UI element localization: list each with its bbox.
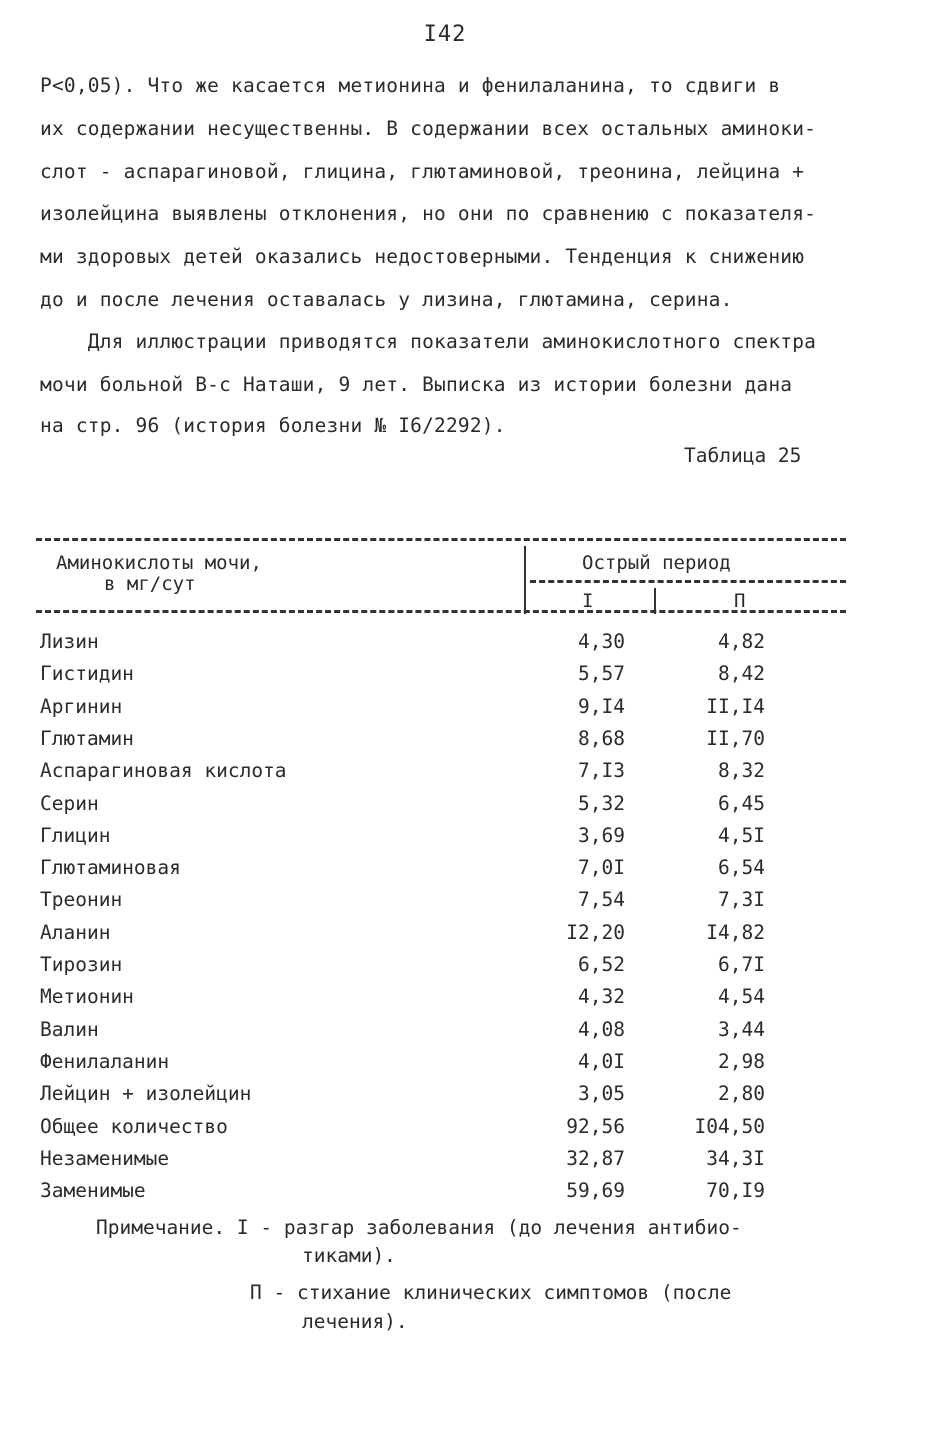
value-period-1: I2,20 <box>566 921 625 944</box>
table-row <box>40 824 780 854</box>
amino-acid-name: Глицин <box>40 824 111 847</box>
amino-acid-name: Серин <box>40 792 99 815</box>
value-period-2: 4,82 <box>718 630 765 653</box>
table-row <box>40 1018 780 1048</box>
header-bottom-rule <box>36 610 846 613</box>
header-acute-period: Острый период <box>582 552 731 574</box>
value-period-2: 4,54 <box>718 985 765 1008</box>
value-period-2: 3,44 <box>718 1018 765 1041</box>
table-row <box>40 759 780 789</box>
note-line: П - стихание клинических симптомов (после <box>250 1281 732 1304</box>
value-period-1: 3,69 <box>578 824 625 847</box>
amino-acid-name: Лейцин + изолейцин <box>40 1082 252 1105</box>
note-line: Примечание. I - разгар заболевания (до лечения антибио- <box>96 1216 742 1239</box>
text-line: изолейцина выявлены отклонения, но они по сравнению с показателя- <box>40 202 817 225</box>
table-row <box>40 695 780 725</box>
value-period-2: I04,50 <box>694 1115 765 1138</box>
value-period-2: II,70 <box>706 727 765 750</box>
amino-acid-name: Фенилаланин <box>40 1050 170 1073</box>
table-row <box>40 921 780 951</box>
amino-acid-name: Лизин <box>40 630 99 653</box>
text-line: их содержании несущественны. В содержании всех остальных аминоки- <box>40 117 817 140</box>
text-line: слот - аспарагиновой, глицина, глютаминовой, треонина, лейцина + <box>40 160 805 183</box>
header-sub-rule <box>530 580 846 583</box>
text-line: Для иллюстрации приводятся показатели аминокислотного спектра <box>40 330 817 353</box>
value-period-1: 92,56 <box>566 1115 625 1138</box>
table-row <box>40 1082 780 1112</box>
value-period-2: 6,54 <box>718 856 765 879</box>
value-period-1: 9,I4 <box>578 695 625 718</box>
value-period-1: 59,69 <box>566 1179 625 1202</box>
value-period-2: II,I4 <box>706 695 765 718</box>
amino-acid-name: Общее количество <box>40 1115 228 1138</box>
value-period-2: 7,3I <box>718 888 765 911</box>
table-row <box>40 985 780 1015</box>
table-row <box>40 1115 780 1145</box>
text-line: мочи больной В-с Наташи, 9 лет. Выписка из истории болезни дана <box>40 373 793 396</box>
amino-acid-name: Тирозин <box>40 953 123 976</box>
header-col-2: П <box>734 590 746 612</box>
page-number: I42 <box>423 22 467 47</box>
amino-acid-name: Глютамин <box>40 727 134 750</box>
table-row <box>40 662 780 692</box>
value-period-2: 6,7I <box>718 953 765 976</box>
value-period-1: 8,68 <box>578 727 625 750</box>
header-amino-acids: Аминокислоты мочи, <box>56 552 262 574</box>
value-period-2: 2,80 <box>718 1082 765 1105</box>
value-period-1: 7,0I <box>578 856 625 879</box>
value-period-2: 2,98 <box>718 1050 765 1073</box>
value-period-1: 4,08 <box>578 1018 625 1041</box>
value-period-2: 4,5I <box>718 824 765 847</box>
amino-acid-name: Метионин <box>40 985 134 1008</box>
table-row <box>40 727 780 757</box>
amino-acid-name: Заменимые <box>40 1179 146 1202</box>
value-period-1: 4,30 <box>578 630 625 653</box>
value-period-1: 4,0I <box>578 1050 625 1073</box>
note-line: лечения). <box>302 1310 408 1333</box>
table-row <box>40 792 780 822</box>
value-period-1: 4,32 <box>578 985 625 1008</box>
table-row <box>40 953 780 983</box>
header-col-1: I <box>582 590 594 612</box>
amino-acid-name: Гистидин <box>40 662 134 685</box>
amino-acid-name: Незаменимые <box>40 1147 170 1170</box>
value-period-2: I4,82 <box>706 921 765 944</box>
amino-acid-name: Аргинин <box>40 695 123 718</box>
value-period-2: 8,32 <box>718 759 765 782</box>
value-period-2: 34,3I <box>706 1147 765 1170</box>
amino-acid-name: Глютаминовая <box>40 856 181 879</box>
text-line: P<0,05). Что же касается метионина и фенилаланина, то сдвиги в <box>40 74 781 97</box>
value-period-1: 5,57 <box>578 662 625 685</box>
amino-acid-name: Аспарагиновая кислота <box>40 759 287 782</box>
value-period-1: 6,52 <box>578 953 625 976</box>
value-period-1: 32,87 <box>566 1147 625 1170</box>
table-row <box>40 856 780 886</box>
amino-acid-name: Валин <box>40 1018 99 1041</box>
amino-acid-name: Треонин <box>40 888 123 911</box>
table-row <box>40 1050 780 1080</box>
header-units: в мг/сут <box>104 573 196 595</box>
value-period-1: 3,05 <box>578 1082 625 1105</box>
text-line: на стр. 96 (история болезни № I6/2292). <box>40 414 506 437</box>
text-line: ми здоровых детей оказались недостоверными. Тенденция к снижению <box>40 245 805 268</box>
note-line: тиками). <box>302 1244 396 1267</box>
table-row <box>40 630 780 660</box>
value-period-1: 5,32 <box>578 792 625 815</box>
amino-acid-name: Аланин <box>40 921 111 944</box>
table-row <box>40 1179 780 1209</box>
table-row <box>40 1147 780 1177</box>
table-top-rule <box>36 538 846 541</box>
table-row <box>40 888 780 918</box>
value-period-1: 7,54 <box>578 888 625 911</box>
value-period-2: 6,45 <box>718 792 765 815</box>
column-divider <box>524 546 526 614</box>
value-period-1: 7,I3 <box>578 759 625 782</box>
text-line: до и после лечения оставалась у лизина, глютамина, серина. <box>40 288 733 311</box>
value-period-2: 70,I9 <box>706 1179 765 1202</box>
value-period-2: 8,42 <box>718 662 765 685</box>
table-caption: Таблица 25 <box>684 444 802 467</box>
